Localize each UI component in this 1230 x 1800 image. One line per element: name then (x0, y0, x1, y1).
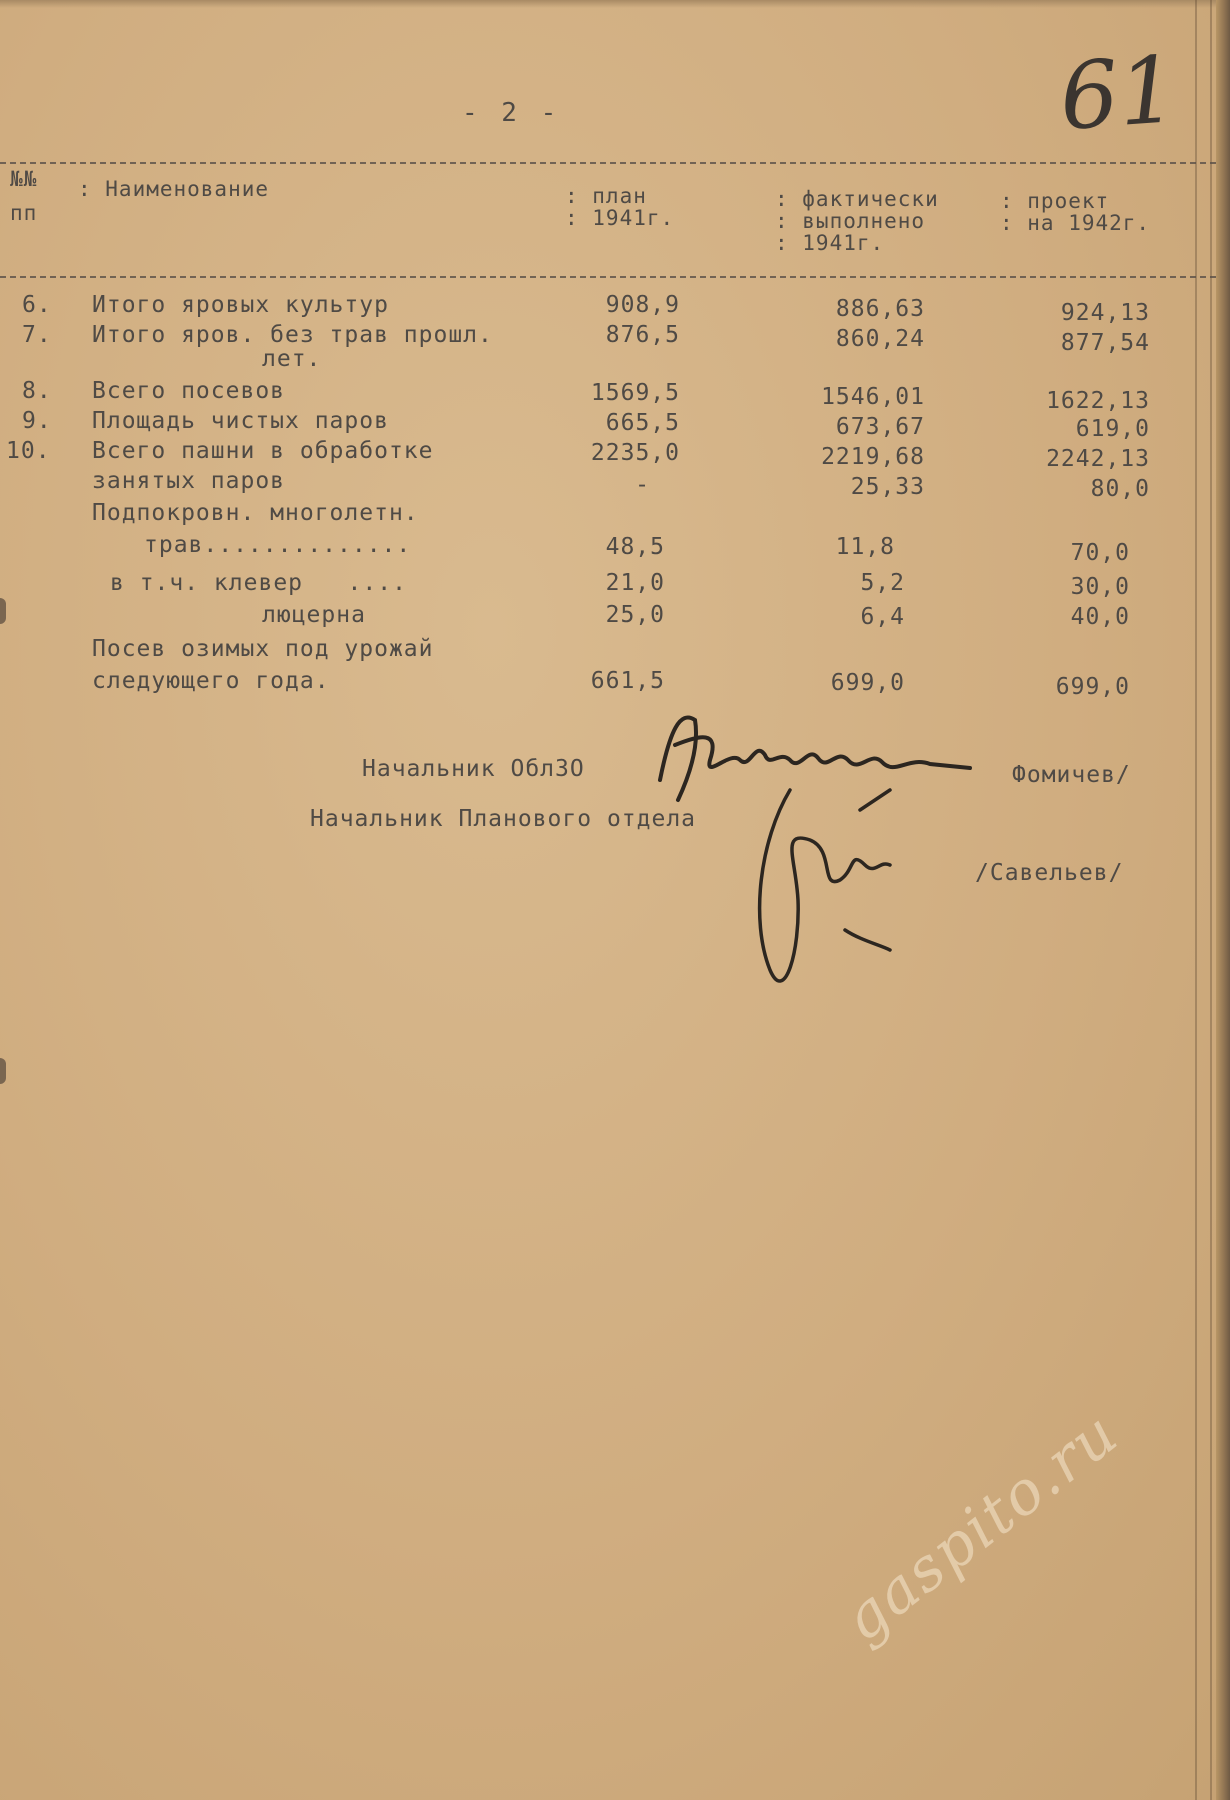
row-plan: 908,9 (605, 292, 680, 318)
row-name: в т.ч. клевер .... (110, 570, 407, 596)
binder-hole (0, 1058, 6, 1084)
row-number: 9. (22, 408, 52, 434)
row-fact: 11,8 (835, 534, 895, 560)
signature-title-1: Начальник ОблЗО (362, 756, 585, 782)
row-name: занятых паров (92, 468, 286, 494)
row-plan: 25,0 (605, 602, 665, 628)
header-num-line2: пп (10, 201, 38, 225)
row-number: 6. (22, 292, 52, 318)
header-project-line1: : проект (1000, 189, 1110, 213)
row-name: Всего пашни в обработке (92, 438, 434, 464)
row-fact: 886,63 (835, 296, 925, 322)
row-name: Подпокровн. многолетн. (92, 500, 419, 526)
row-plan: 21,0 (605, 570, 665, 596)
row-fact: 25,33 (850, 474, 925, 500)
row-name: следующего года. (92, 668, 330, 694)
row-project: 924,13 (1060, 300, 1150, 326)
table-header-bottom-rule (0, 276, 1216, 278)
row-plan: 665,5 (605, 410, 680, 436)
binder-hole (0, 598, 6, 624)
row-plan: 2235,0 (590, 440, 680, 466)
row-project: 1622,13 (1046, 388, 1150, 414)
header-name: : Наименование (78, 177, 270, 201)
page-edge-line (1210, 0, 1212, 1800)
row-name: Площадь чистых паров (92, 408, 389, 434)
header-fact-line3: : 1941г. (775, 231, 885, 255)
row-project: 699,0 (1055, 674, 1130, 700)
row-plan: 661,5 (590, 668, 665, 694)
signature-title-2: Начальник Планового отдела (310, 806, 697, 832)
row-fact: 2219,68 (821, 444, 925, 470)
row-project: 877,54 (1060, 330, 1150, 356)
folio-number: 61 (1056, 36, 1181, 151)
signature-name-1: Фомичев/ (1012, 762, 1131, 788)
row-project: 80,0 (1090, 476, 1150, 502)
row-name: люцерна (262, 602, 366, 628)
row-number: 7. (22, 322, 52, 348)
row-plan: 876,5 (605, 322, 680, 348)
table-header-top-rule (0, 162, 1216, 164)
page-top-edge (0, 0, 1230, 8)
handwritten-signature-2 (740, 770, 920, 1020)
row-fact: 1546,01 (821, 384, 925, 410)
row-number: 10. (6, 438, 51, 464)
row-fact: 860,24 (835, 326, 925, 352)
header-num-line1: №№ (10, 167, 38, 191)
row-project: 70,0 (1070, 540, 1130, 566)
page-edge-line (1195, 0, 1197, 1800)
row-plan: - (635, 472, 650, 498)
row-project: 40,0 (1070, 604, 1130, 630)
header-project-line2: : на 1942г. (1000, 211, 1151, 235)
row-name: Итого яровых культур (92, 292, 389, 318)
header-fact-line1: : фактически (775, 187, 939, 211)
row-fact: 673,67 (835, 414, 925, 440)
row-name-continuation: лет. (262, 346, 322, 372)
row-name: трав.............. (144, 532, 412, 558)
page-number: - 2 - (462, 98, 561, 128)
row-fact: 699,0 (830, 670, 905, 696)
row-fact: 6,4 (860, 604, 905, 630)
row-name: Всего посевов (92, 378, 286, 404)
page-right-edge (1216, 0, 1230, 1800)
header-plan-line1: : план (565, 184, 647, 208)
row-plan: 1569,5 (590, 380, 680, 406)
row-fact: 5,2 (860, 570, 905, 596)
row-name: Итого яров. без трав прошл. (92, 322, 493, 348)
site-watermark: gaspito.ru (830, 1397, 1132, 1656)
row-project: 2242,13 (1046, 446, 1150, 472)
row-number: 8. (22, 378, 52, 404)
signature-name-2: /Савельев/ (975, 860, 1124, 886)
row-plan: 48,5 (605, 534, 665, 560)
header-plan-line2: : 1941г. (565, 206, 675, 230)
row-project: 619,0 (1075, 416, 1150, 442)
row-name: Посев озимых под урожай (92, 636, 434, 662)
row-project: 30,0 (1070, 574, 1130, 600)
header-fact-line2: : выполнено (775, 209, 926, 233)
